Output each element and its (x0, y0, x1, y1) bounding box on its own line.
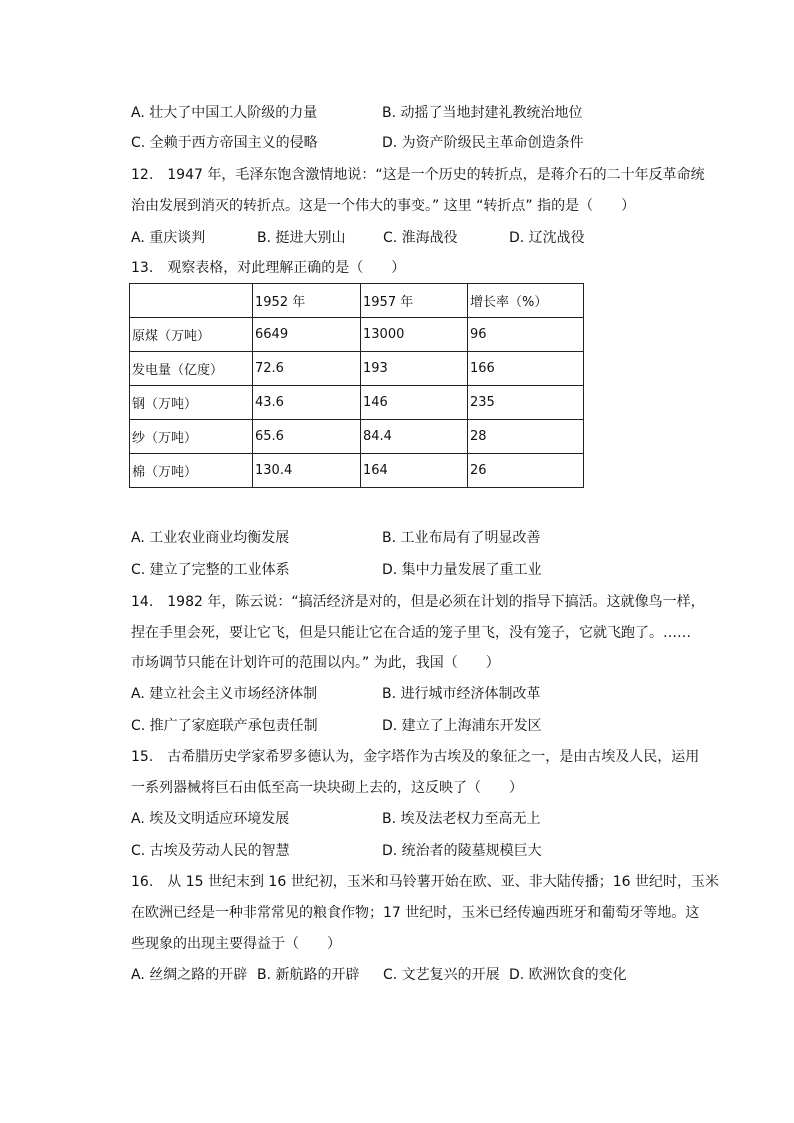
table-cell: 28 (468, 420, 584, 454)
q14-text-line-1: 14. 1982 年，陈云说：“搞活经济是对的，但是必须在计划的指导下搞活。这就像鸟一样， (131, 594, 705, 610)
q15-text-line-2: 一系列器械将巨石由低至高一块块砌上去的，这反映了（ ） (131, 780, 523, 796)
q13-data-table (129, 283, 584, 488)
q13-text-line-1: 13. 观察表格，对此理解正确的是（ ） (131, 260, 406, 276)
table-row (130, 352, 584, 386)
q13-option-c[interactable]: C. 建立了完整的工业体系 (131, 562, 290, 578)
q16-option-c[interactable]: C. 文艺复兴的开展 (383, 967, 500, 983)
q16-option-d[interactable]: D. 欧洲饮食的变化 (509, 967, 627, 983)
table-cell: 166 (468, 352, 584, 386)
table-header-cell: 1952 年 (253, 284, 361, 318)
table-cell: 13000 (361, 318, 468, 352)
q16-option-b[interactable]: B. 新航路的开辟 (257, 967, 360, 983)
table-header-cell (130, 284, 253, 318)
table-cell: 235 (468, 386, 584, 420)
table-cell: 96 (468, 318, 584, 352)
q11-option-a[interactable]: A. 壮大了中国工人阶级的力量 (131, 105, 318, 121)
table-row (130, 454, 584, 488)
table-cell: 193 (361, 352, 468, 386)
q14-option-a[interactable]: A. 建立社会主义市场经济体制 (131, 686, 318, 702)
table-cell: 26 (468, 454, 584, 488)
table-cell: 65.6 (253, 420, 361, 454)
q15-option-d[interactable]: D. 统治者的陵墓规模巨大 (382, 843, 542, 859)
table-row (130, 420, 584, 454)
table-cell: 130.4 (253, 454, 361, 488)
q13-option-d[interactable]: D. 集中力量发展了重工业 (382, 562, 542, 578)
q13-option-a[interactable]: A. 工业农业商业均衡发展 (131, 530, 290, 546)
q14-option-d[interactable]: D. 建立了上海浦东开发区 (382, 718, 542, 734)
table-header-cell: 1957 年 (361, 284, 468, 318)
q16-text-line-1: 16. 从 15 世纪末到 16 世纪初，玉米和马铃薯开始在欧、亚、非大陆传播；16 世纪时，玉米 (131, 874, 719, 890)
table-cell: 72.6 (253, 352, 361, 386)
table-cell: 164 (361, 454, 468, 488)
q12-option-d[interactable]: D. 辽沈战役 (509, 230, 585, 246)
q12-text-line-2: 治由发展到消灭的转折点。这是一个伟大的事变。” 这里 “转折点” 指的是（ ） (131, 198, 636, 214)
table-row (130, 386, 584, 420)
table-cell: 6649 (253, 318, 361, 352)
table-cell: 43.6 (253, 386, 361, 420)
q12-option-a[interactable]: A. 重庆谈判 (131, 230, 206, 246)
q14-text-line-2: 捏在手里会死，要让它飞，但是只能让它在合适的笼子里飞，没有笼子，它就飞跑了。…… (131, 625, 691, 641)
table-cell: 棉（万吨） (130, 454, 253, 488)
q12-option-c[interactable]: C. 淮海战役 (383, 230, 458, 246)
table-header-cell: 增长率（%） (468, 284, 584, 318)
q14-text-line-3: 市场调节只能在计划许可的范围以内。” 为此，我国（ ） (131, 655, 500, 671)
table-cell: 钢（万吨） (130, 386, 253, 420)
table-header-row (130, 284, 584, 318)
table-cell: 原煤（万吨） (130, 318, 253, 352)
q13-option-b[interactable]: B. 工业布局有了明显改善 (382, 530, 541, 546)
q15-option-a[interactable]: A. 埃及文明适应环境发展 (131, 811, 290, 827)
q15-option-c[interactable]: C. 古埃及劳动人民的智慧 (131, 843, 290, 859)
table-cell: 146 (361, 386, 468, 420)
table-row (130, 318, 584, 352)
q14-option-c[interactable]: C. 推广了家庭联产承包责任制 (131, 718, 318, 734)
q12-option-b[interactable]: B. 挺进大别山 (257, 230, 346, 246)
q14-option-b[interactable]: B. 进行城市经济体制改革 (382, 686, 541, 702)
q16-text-line-3: 些现象的出现主要得益于（ ） (131, 936, 341, 952)
q12-text-line-1: 12. 1947 年，毛泽东饱含激情地说：“这是一个历史的转折点，是蒋介石的二十年反革命统 (131, 167, 705, 183)
table-cell: 84.4 (361, 420, 468, 454)
q16-option-a[interactable]: A. 丝绸之路的开辟 (131, 967, 248, 983)
table-cell: 纱（万吨） (130, 420, 253, 454)
q11-option-b[interactable]: B. 动摇了当地封建礼教统治地位 (382, 105, 583, 121)
q16-options-row (131, 965, 627, 985)
q11-option-d[interactable]: D. 为资产阶级民主革命创造条件 (382, 135, 584, 151)
q16-text-line-2: 在欧洲已经是一种非常常见的粮食作物；17 世纪时，玉米已经传遍西班牙和葡萄牙等地。这 (131, 905, 700, 921)
table-cell: 发电量（亿度） (130, 352, 253, 386)
q12-options-row (131, 228, 585, 248)
q11-option-c[interactable]: C. 全赖于西方帝国主义的侵略 (131, 135, 318, 151)
q15-text-line-1: 15. 古希腊历史学家希罗多德认为，金字塔作为古埃及的象征之一，是由古埃及人民，运用 (131, 749, 700, 765)
q15-option-b[interactable]: B. 埃及法老权力至高无上 (382, 811, 541, 827)
